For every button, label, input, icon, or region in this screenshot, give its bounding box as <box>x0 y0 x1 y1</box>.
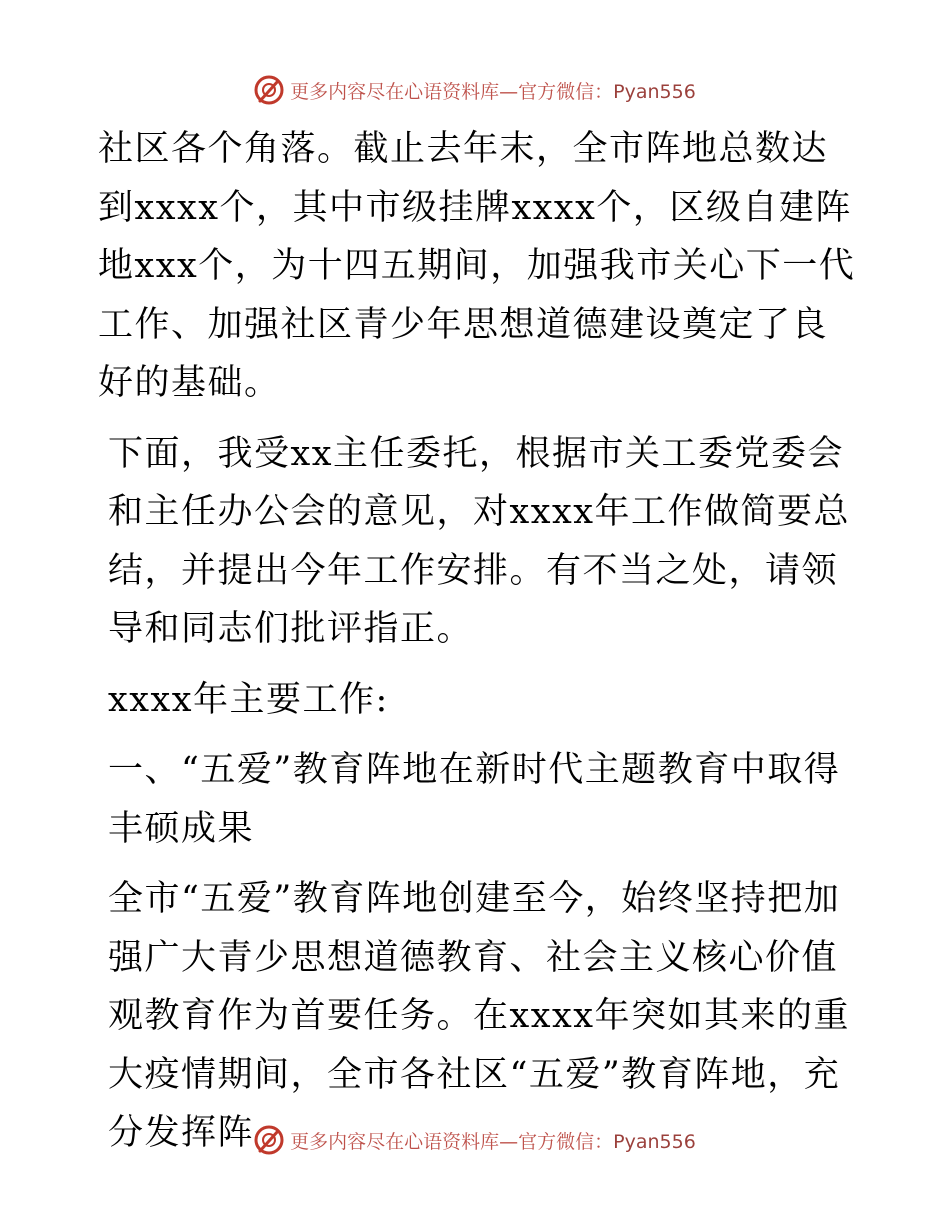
header-watermark <box>0 70 950 110</box>
section-heading: xxxx年主要工作: <box>108 679 389 720</box>
watermark-text: 更多内容尽在心语资料库—官方微信：Pyan556 <box>290 1130 696 1153</box>
document-body <box>98 120 858 1163</box>
footer-watermark <box>0 1120 950 1160</box>
brand-logo-icon <box>254 75 284 105</box>
paragraph-3: 全市“五爱”教育阵地创建至今，始终坚持把加强广大青少思想道德教育、社会主义核心价值观教育作为首要任务。在xxxx年突如其来的重大疫情期间，全市各社区“五爱”教育阵地，充分发挥阵 <box>108 879 850 1153</box>
brand-logo-icon <box>254 1125 284 1155</box>
paragraph-1: 社区各个角落。截止去年末，全市阵地总数达到xxxx个，其中市级挂牌xxxx个，区级自建阵地xxx个，为十四五期间，加强我市关心下一代工作、加强社区青少年思想道德建设奠定了良好的基础。 <box>98 129 856 403</box>
subsection-heading: 一、“五爱”教育阵地在新时代主题教育中取得丰硕成果 <box>108 750 841 849</box>
watermark-text: 更多内容尽在心语资料库—官方微信：Pyan556 <box>290 80 696 103</box>
paragraph-2: 下面，我受xx主任委托，根据市关工委党委会和主任办公会的意见，对xxxx年工作做简要总结，并提出今年工作安排。有不当之处，请领导和同志们批评指正。 <box>108 433 850 649</box>
